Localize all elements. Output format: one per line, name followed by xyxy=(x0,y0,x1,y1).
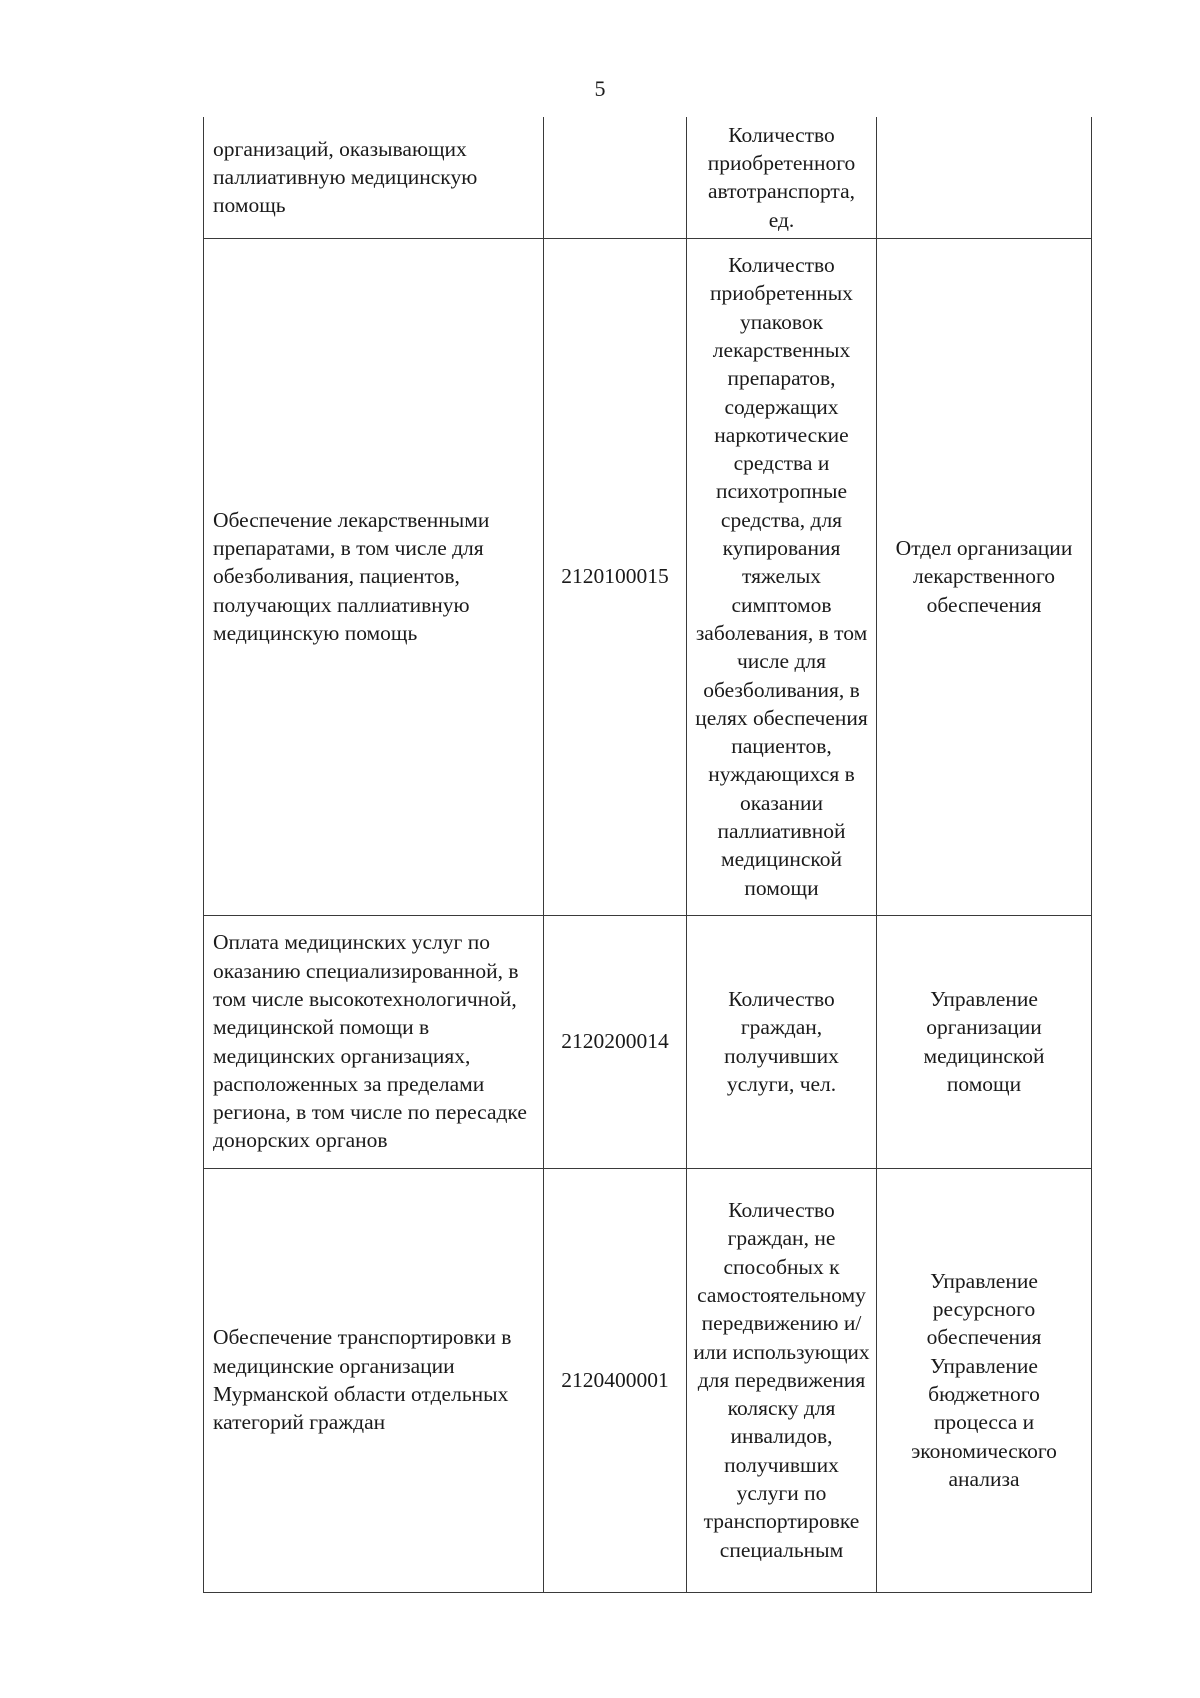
table-row xyxy=(204,117,1092,238)
code-cell xyxy=(544,238,687,915)
code-cell xyxy=(544,915,687,1168)
code-cell xyxy=(544,1168,687,1592)
department-cell xyxy=(877,1168,1092,1592)
activity-name: организаций, оказывающих паллиативную медицинскую помощь xyxy=(213,136,478,218)
activity-name: Обеспечение транспортировки в медицинские организации Мурманской области отдельных категорий граждан xyxy=(213,1325,512,1435)
department-text: Управление ресурсного обеспечения Управление бюджетного процесса и экономического анализа xyxy=(911,1268,1057,1491)
table-row xyxy=(204,1168,1092,1592)
document-table xyxy=(203,117,1092,1593)
indicator-cell xyxy=(687,238,877,915)
indicator-text: Количество граждан, получивших услуги, чел. xyxy=(724,986,839,1096)
department-cell xyxy=(877,117,1092,238)
activity-name-cell xyxy=(204,238,544,915)
activity-code: 2120100015 xyxy=(561,564,669,589)
indicator-text: Количество приобретенных упаковок лекарственных препаратов, содержащих наркотические средства и психотропные средства, для купирования тяжелых симптомов заболевания, в том числе для обезболивания, в целях обеспечения пациентов, нуждающихся в оказании паллиативной медицинской помощи xyxy=(695,253,868,900)
activity-code: 2120200014 xyxy=(561,1029,669,1054)
activity-code: 2120400001 xyxy=(561,1367,669,1392)
department-cell xyxy=(877,238,1092,915)
activity-name: Оплата медицинских услуг по оказанию специализированной, в том числе высокотехнологичной, медицинской помощи в медицинских организациях, расположенных за пределами региона, в том числе по пересадке донорских органов xyxy=(213,930,527,1153)
activity-name-cell xyxy=(204,915,544,1168)
indicator-cell xyxy=(687,117,877,238)
department-text: Отдел организации лекарственного обеспечения xyxy=(895,536,1073,617)
activity-name: Обеспечение лекарственными препаратами, в том числе для обезболивания, пациентов, получающих паллиативную медицинскую помощь xyxy=(213,507,490,645)
indicator-text: Количество приобретенного автотранспорта, ед. xyxy=(707,122,856,232)
code-cell xyxy=(544,117,687,238)
table-row xyxy=(204,915,1092,1168)
page-number: 5 xyxy=(594,76,606,101)
department-text: Управление организации медицинской помощи xyxy=(923,986,1045,1096)
department-cell xyxy=(877,915,1092,1168)
activity-name-cell xyxy=(204,117,544,238)
table-row xyxy=(204,238,1092,915)
indicator-cell xyxy=(687,1168,877,1592)
indicator-text: Количество граждан, не способных к самостоятельному передвижению и/или использующих для передвижения коляску для инвалидов, получивших услуги по транспортировке специальным xyxy=(693,1198,870,1562)
indicator-cell xyxy=(687,915,877,1168)
activity-name-cell xyxy=(204,1168,544,1592)
